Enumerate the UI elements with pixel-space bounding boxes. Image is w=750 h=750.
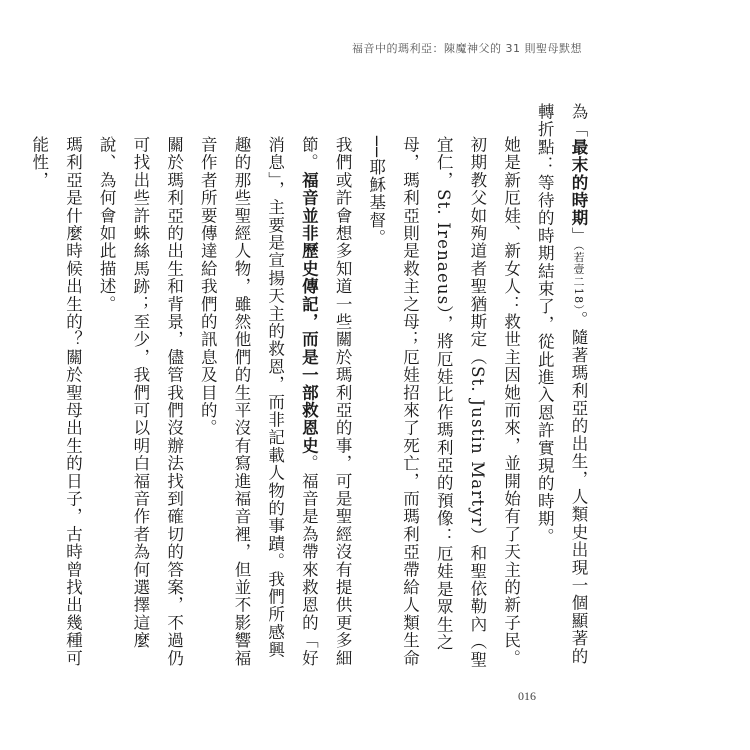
text-segment: 為「 [569, 103, 588, 139]
text-segment: 我們或許會想多知道一些關於瑪利亞的事，可是聖經沒有提供更多細節。 [299, 136, 353, 667]
paragraph-1 [528, 103, 595, 675]
emphasis-last-times: 最末的時期 [569, 138, 588, 227]
body-text [29, 103, 595, 675]
paragraph-3 [191, 103, 360, 675]
running-header: 福音中的瑪利亞：陳魔神父的 31 則聖母默想 [352, 42, 582, 55]
text-segment: 瑪利亞是什麼時候出生的？關於聖母出生的日子，古時曾找出幾種可能性， [29, 136, 83, 667]
text-segment: 」 [569, 226, 588, 245]
text-segment: 。福音是為帶來救恩的「好消息」，主要是宣揚天主的救恩，而非記載人物的事蹟。我們所感興趣的那些聖經人物，雖然他們的生平沒有寫進福音裡，但並不影響福音作者所要傳達給我們的訊息及目的。 [198, 136, 319, 668]
text-segment: 她是新厄娃、新女人：救世主因她而來，並開始有了天主的新子民。初期教父如殉道者聖猶斯定（St. Justin Martyr）和聖依勒內（聖宜仁，St. Irenaeus），將厄娃比作瑪利亞的預像：厄娃是眾生之母，瑪利亞則是救主之母；厄娃招來了死亡，而瑪利亞帶給人類生命──耶穌基督。 [366, 136, 521, 669]
paragraph-4 [89, 103, 190, 675]
text-segment: 。隨著瑪利亞的出生，人類史出現一個顯著的轉折點：等待的時期結束了，從此進入恩許實現的時期。 [535, 103, 588, 666]
scripture-reference: （若壹二18） [572, 244, 585, 312]
paragraph-2 [359, 103, 528, 675]
page-number: 016 [518, 689, 536, 703]
emphasis-gospel-not-biography: 福音並非歷史傳記，而是一部救恩史 [299, 171, 319, 455]
text-segment: 關於瑪利亞的出生和背景，儘管我們沒辦法找到確切的答案，不過仍可找出些許蛛絲馬跡；至少，我們可以明白福音作者為何選擇這麼說、為何會如此描述。 [97, 136, 184, 667]
paragraph-5 [22, 103, 89, 675]
